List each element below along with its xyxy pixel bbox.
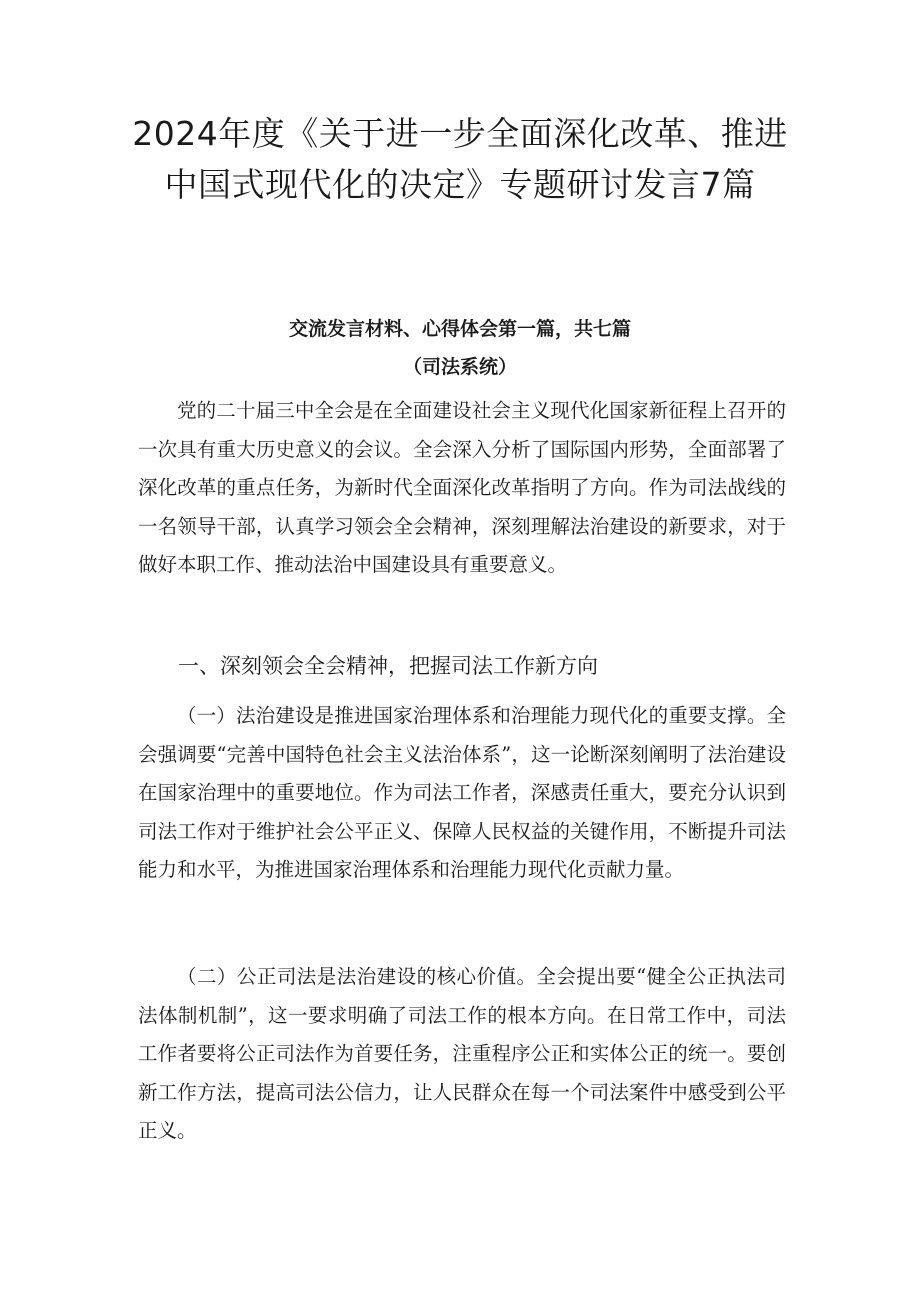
intro-paragraph: 党的二十届三中全会是在全面建设社会主义现代化国家新征程上召开的一次具有重大历史意义的会议。全会深入分析了国际国内形势，全面部署了深化改革的重点任务，为新时代全面深化改革指明了方向。作为司法战线的一名领导干部，认真学习领会全会精神，深刻理解法治建设的新要求，对于做好本职工作、推动法治中国建设具有重要意义。 [138,399,786,576]
body-paragraph: （二）公正司法是法治建设的核心价值。全会提出要“健全公正执法司法体制机制”，这一要求明确了司法工作的根本方向。在日常工作中，司法工作者要将公正司法作为首要任务，注重程序公正和实体公正的统一。要创新工作方法，提高司法公信力，让人民群众在每一个司法案件中感受到公平正义。 [138,965,786,1142]
document-subtitle: 交流发言材料、心得体会第一篇，共七篇 [288,318,631,340]
document-category: （司法系统） [402,356,517,378]
section-heading: 一、深刻领会全会精神，把握司法工作新方向 [178,654,598,678]
document-title: 2024年度《关于进一步全面深化改革、推进中国式现代化的决定》专题研讨发言7篇 [132,114,788,204]
body-paragraph: （一）法治建设是推进国家治理体系和治理能力现代化的重要支撑。全会强调要“完善中国特色社会主义法治体系”，这一论断深刻阐明了法治建设在国家治理中的重要地位。作为司法工作者，深感责任重大，要充分认识到司法工作对于维护社会公平正义、保障人民权益的关键作用，不断提升司法能力和水平，为推进国家治理体系和治理能力现代化贡献力量。 [138,704,786,881]
